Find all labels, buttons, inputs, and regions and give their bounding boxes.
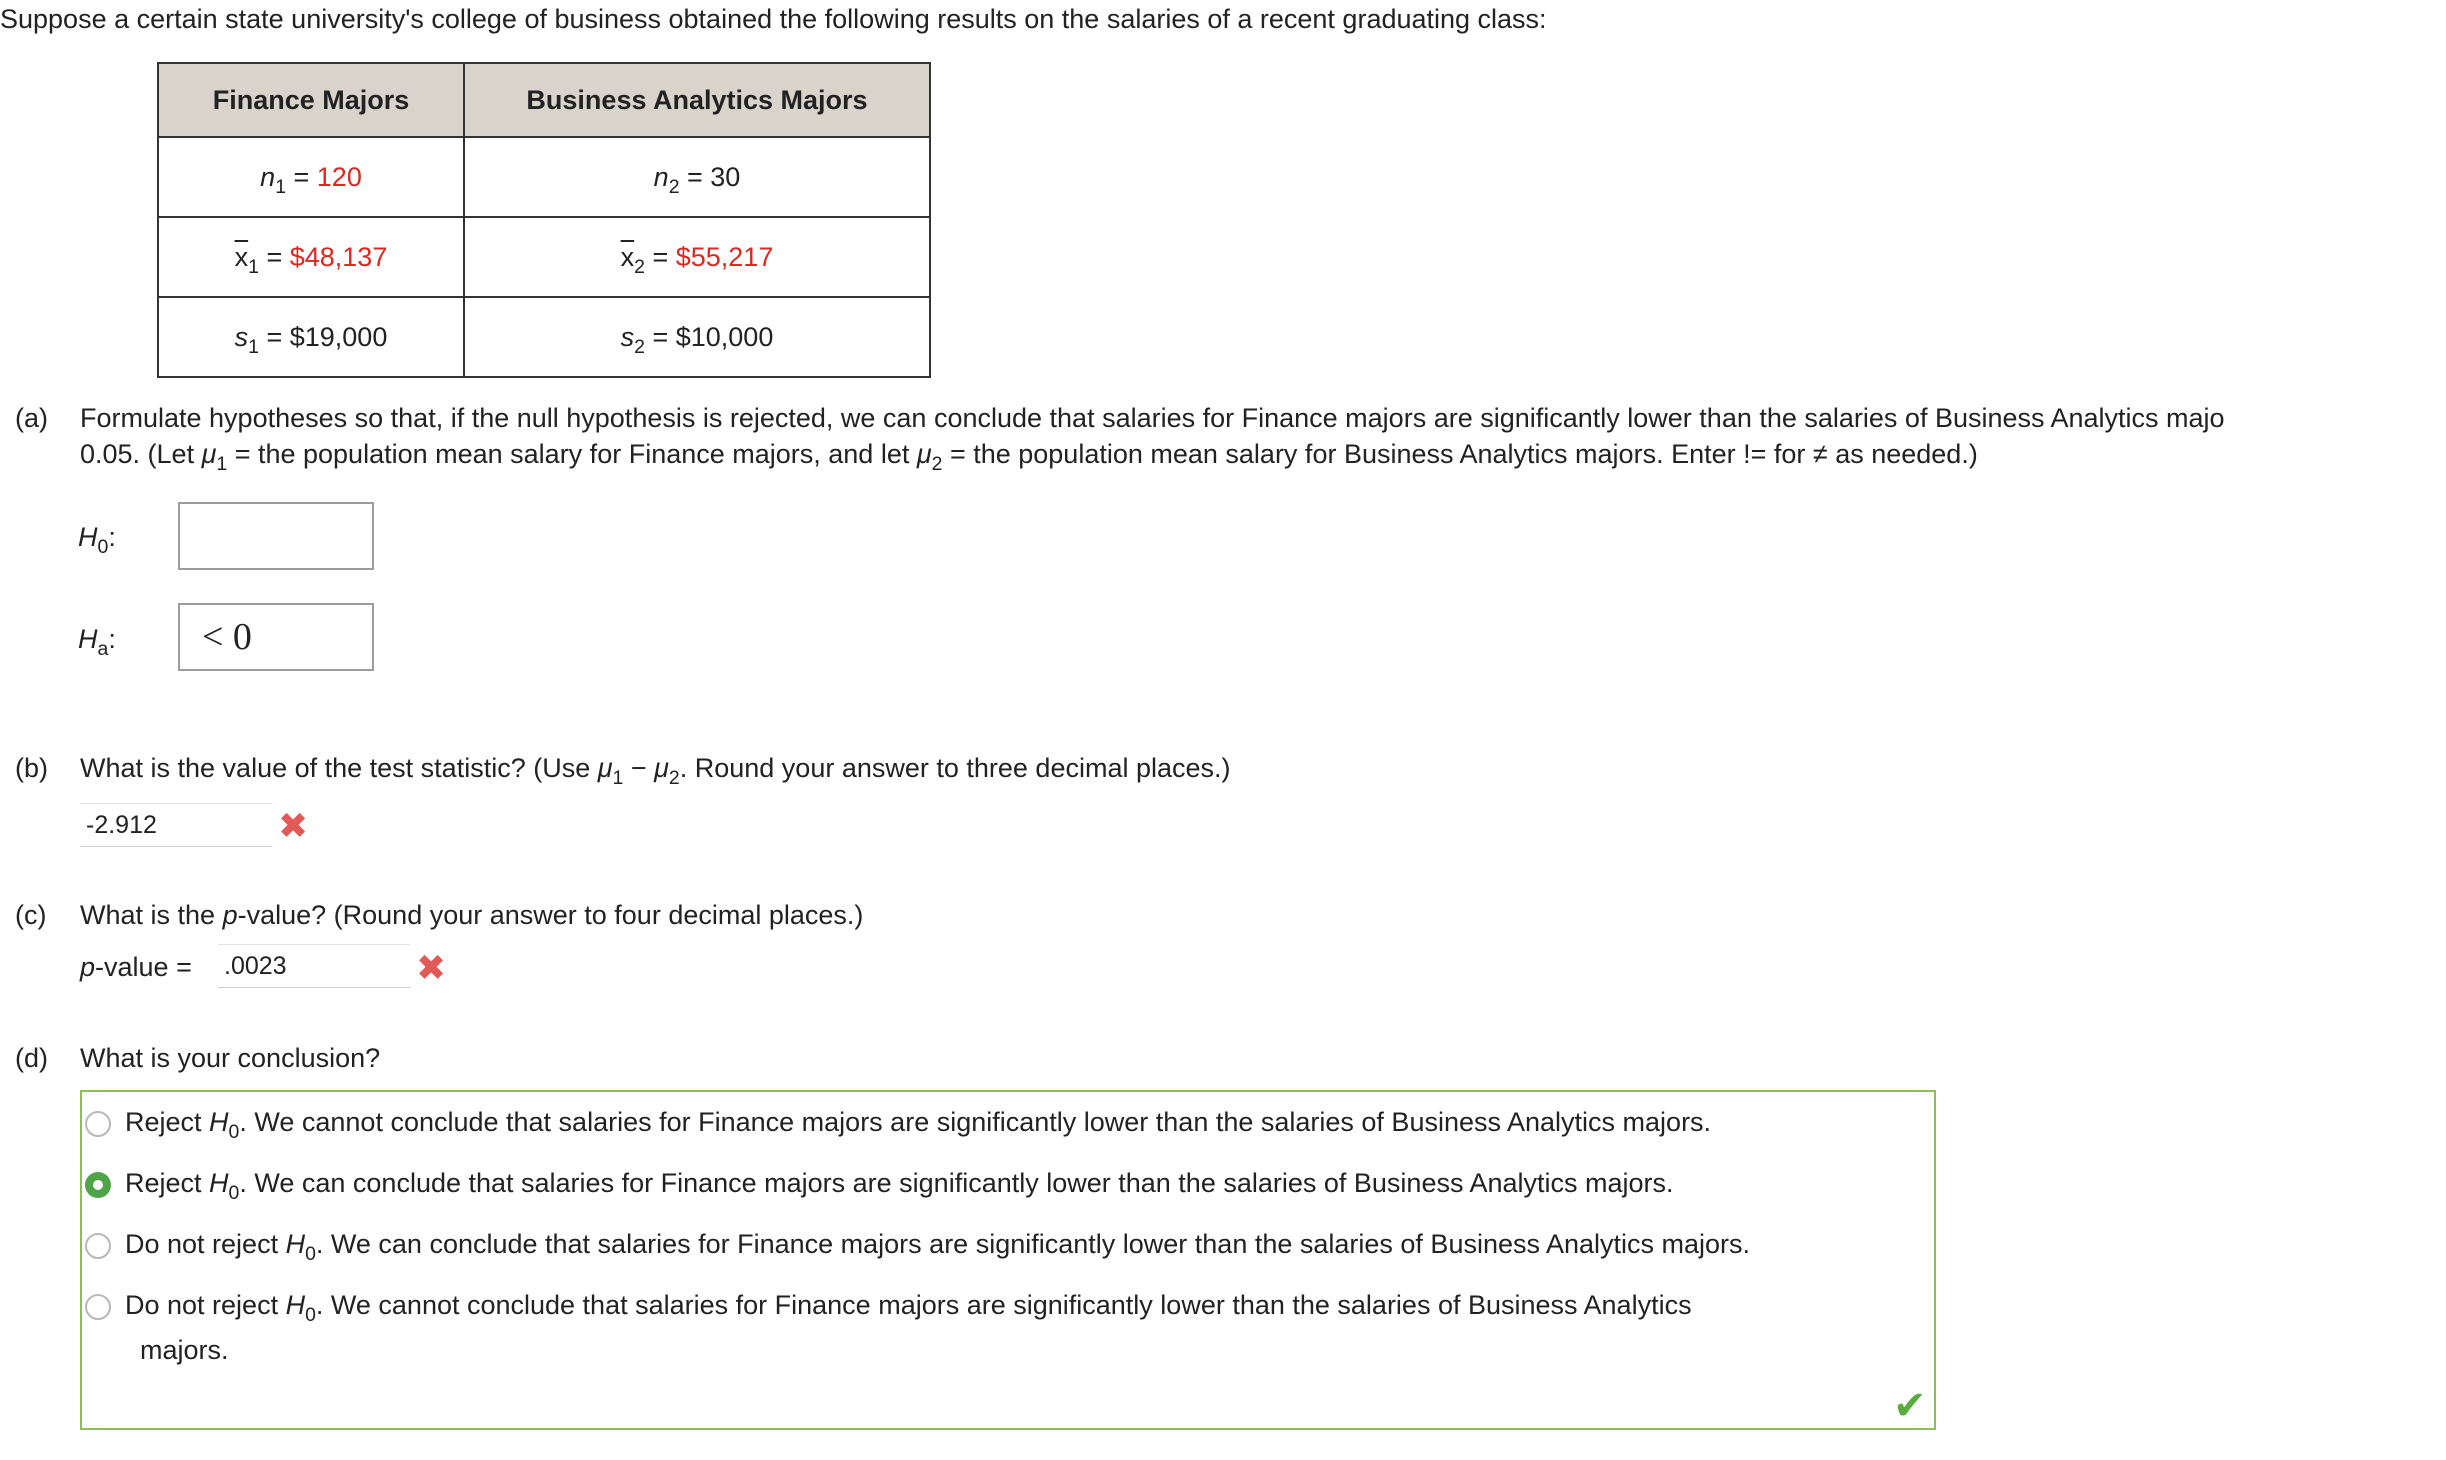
choice-label-4-continued[interactable]: majors. bbox=[140, 1335, 229, 1365]
choice-radio-3[interactable] bbox=[85, 1233, 111, 1259]
p-value-label: p-value = bbox=[80, 952, 192, 982]
part-d-letter: (d) bbox=[15, 1043, 48, 1073]
h0-label: $H_0$: bbox=[78, 522, 116, 558]
part-d-question: What is your conclusion? bbox=[80, 1043, 381, 1073]
ha-label: $H_a$: bbox=[78, 624, 116, 660]
intro-text: Suppose a certain state university's college of business obtained the following results on the salaries of a recent graduating class: bbox=[0, 4, 1547, 34]
cell-x2: $\overline{x}_2$ = $55,217 bbox=[464, 217, 930, 297]
cell-n2: $n_2 = 30$ bbox=[464, 137, 930, 217]
part-b-letter: (b) bbox=[15, 753, 48, 783]
table-row bbox=[158, 137, 930, 217]
ha-input[interactable]: < 0 bbox=[178, 603, 374, 671]
choice-radio-2-selected[interactable] bbox=[85, 1172, 111, 1198]
choice-label-2[interactable]: Reject $H_0$. We can conclude that salaries for Finance majors are significantly lower than the salaries of Business Analytics majors. bbox=[125, 1168, 1674, 1204]
incorrect-x-icon: ✖ bbox=[416, 947, 447, 988]
cell-x1: $\overline{x}_1$ = $48,137 bbox=[158, 217, 464, 297]
h0-input[interactable] bbox=[178, 502, 374, 570]
test-statistic-input[interactable]: -2.912 bbox=[80, 803, 272, 847]
table-row bbox=[158, 217, 930, 297]
salary-data-table bbox=[157, 62, 931, 378]
part-b-question: What is the value of the test statistic? (Use $\mu_1 - \mu_2$. Round your answer to three decimal places.) bbox=[80, 753, 1231, 789]
incorrect-x-icon: ✖ bbox=[278, 805, 309, 846]
part-a-question-line2: 0.05. (Let $\mu_1$ = the population mean salary for Finance majors, and let $\mu_2$ = the population mean salary for Business Analytics majors. Enter != for ≠ as needed.) bbox=[80, 439, 1978, 475]
cell-s2: $s_2$ = $10,000 bbox=[464, 297, 930, 377]
finance-header: Finance Majors bbox=[158, 63, 464, 137]
part-a-question-line1: Formulate hypotheses so that, if the null hypothesis is rejected, we can conclude that salaries for Finance majors are significantly lower than the salaries of Business Analytics majo bbox=[80, 403, 2225, 433]
analytics-header: Business Analytics Majors bbox=[464, 63, 930, 137]
correct-check-icon: ✔ bbox=[1893, 1384, 1927, 1428]
choice-radio-1[interactable] bbox=[85, 1111, 111, 1137]
p-value-input[interactable]: .0023 bbox=[218, 944, 410, 988]
cell-s1: $s_1$ = $19,000 bbox=[158, 297, 464, 377]
choice-radio-4[interactable] bbox=[85, 1294, 111, 1320]
part-a-letter: (a) bbox=[15, 403, 48, 433]
table-row bbox=[158, 297, 930, 377]
cell-n1: $n_1 = 120$ bbox=[158, 137, 464, 217]
part-c-question: What is the p-value? (Round your answer to four decimal places.) bbox=[80, 900, 864, 930]
choice-label-3[interactable]: Do not reject $H_0$. We can conclude that salaries for Finance majors are significantly lower than the salaries of Business Analytics majors. bbox=[125, 1229, 1751, 1265]
choice-label-1[interactable]: Reject $H_0$. We cannot conclude that salaries for Finance majors are significantly lower than the salaries of Business Analytics majors. bbox=[125, 1107, 1712, 1143]
part-c-letter: (c) bbox=[15, 900, 47, 930]
choice-label-4[interactable]: Do not reject $H_0$. We cannot conclude that salaries for Finance majors are significantly lower than the salaries of Business Analytics bbox=[125, 1290, 1692, 1326]
